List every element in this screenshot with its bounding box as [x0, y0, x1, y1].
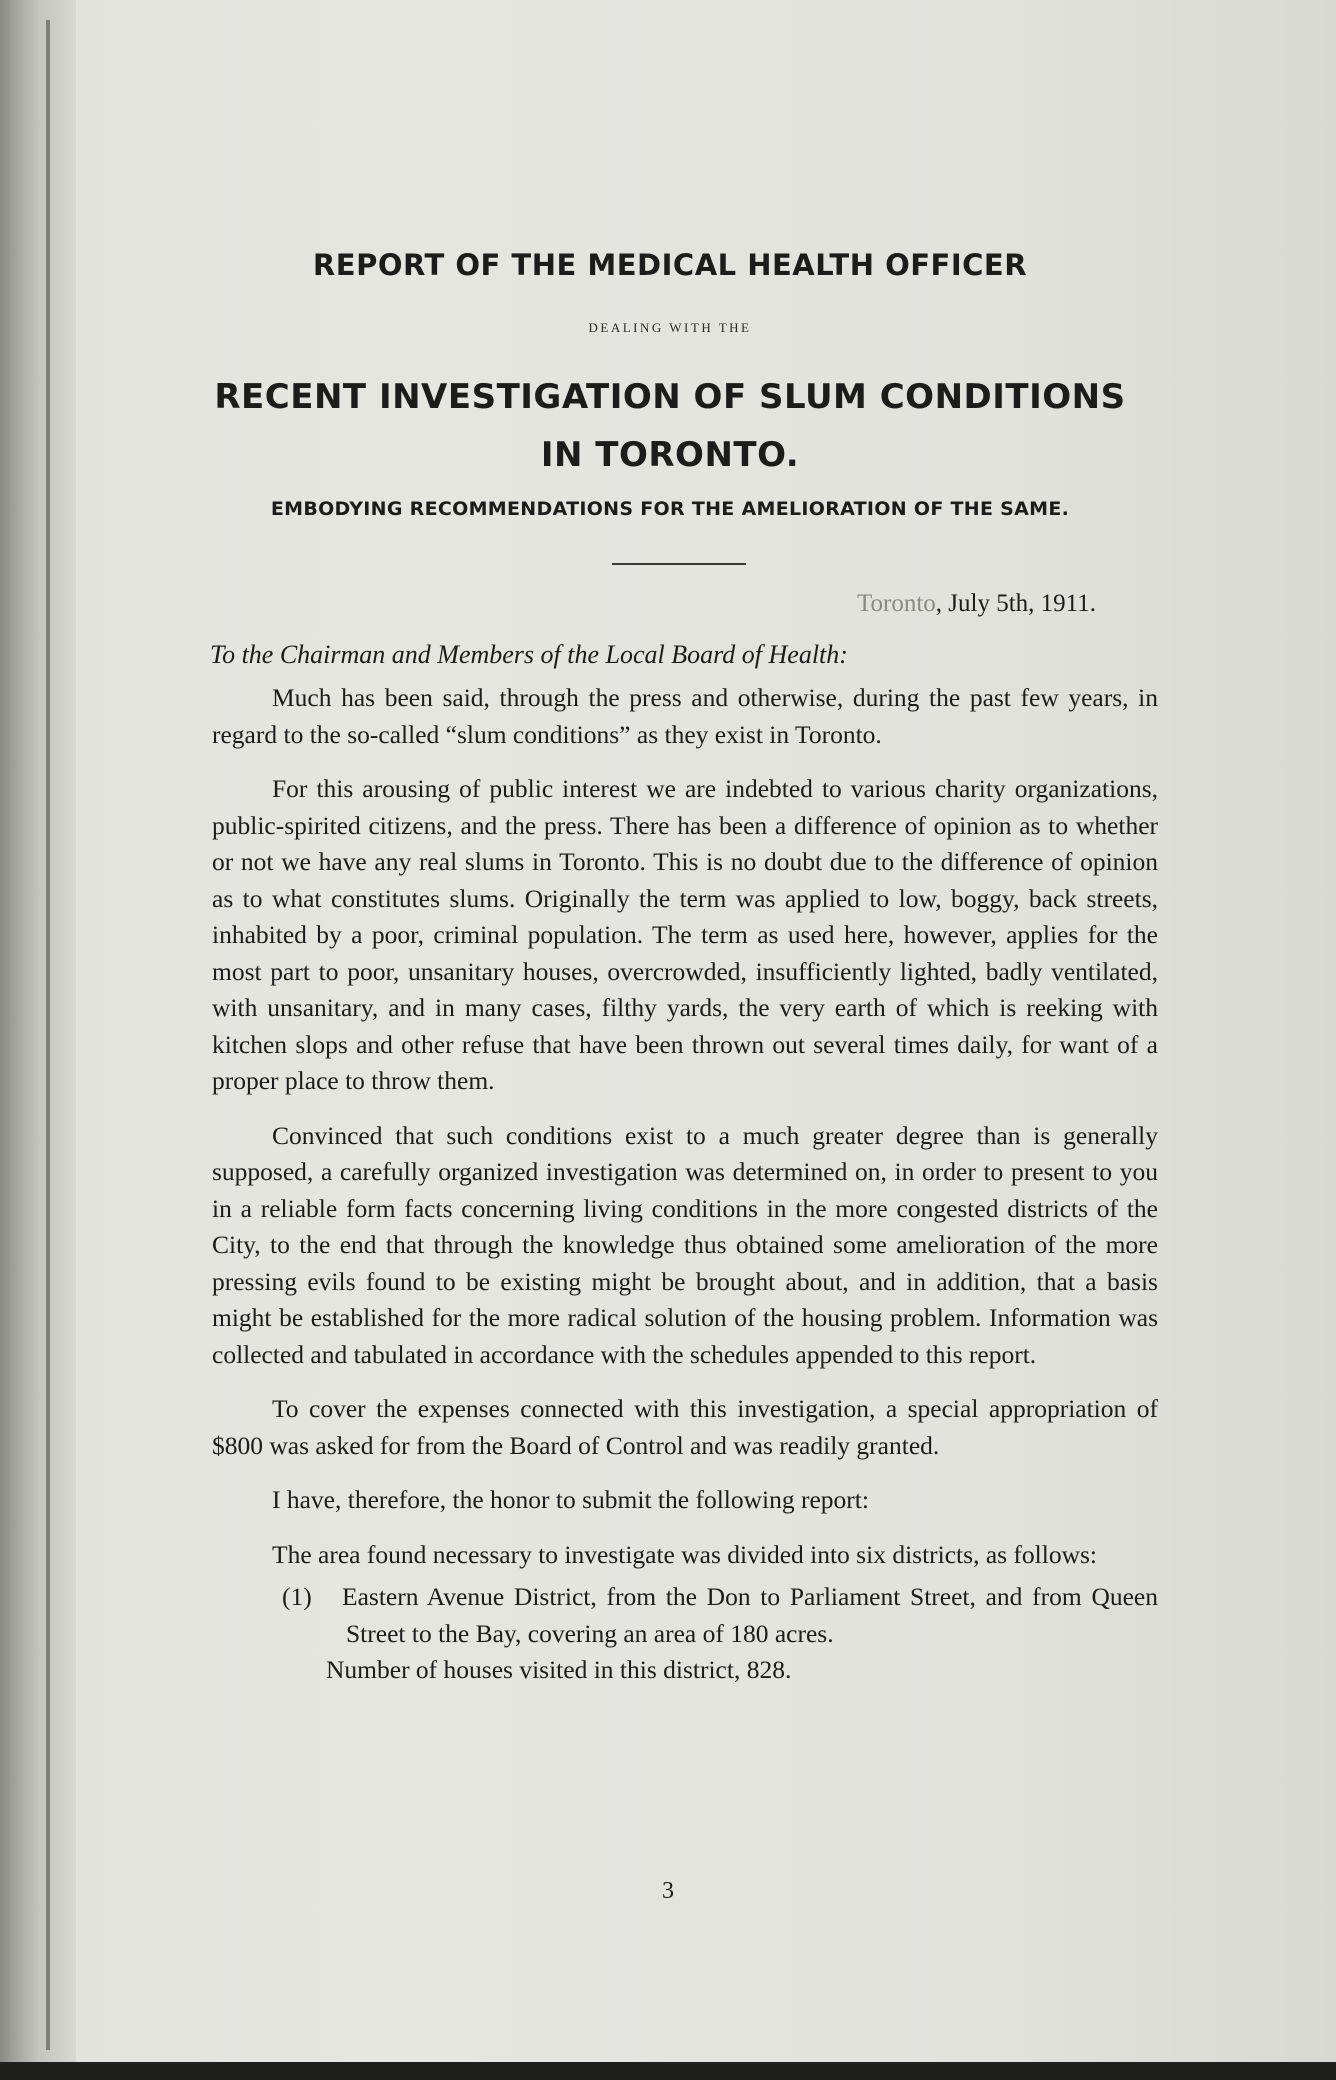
salutation: To the Chairman and Members of the Local Board of Health:	[210, 640, 848, 669]
report-title: REPORT OF THE MEDICAL HEALTH OFFICER	[312, 248, 1028, 282]
scan-bottom-edge	[0, 2062, 1336, 2080]
book-spine	[0, 0, 76, 2062]
list-item-continuation: Number of houses visited in this district, 828.	[326, 1655, 792, 1684]
main-title-line-1: RECENT INVESTIGATION OF SLUM CONDITIONS	[214, 377, 1126, 417]
paragraph: To cover the expenses connected with this investigation, a special appropriation of $800 was asked for from the Board of Control and was readily granted.	[212, 1394, 1158, 1460]
list-item-text: Eastern Avenue District, from the Don to Parliament Street, and from Queen Street to the Bay, covering an area of 180 acres.	[342, 1582, 1158, 1648]
paragraph: For this arousing of public interest we are indebted to various charity organizations, public-spirited citizens, and the press. There has been a difference of opinion as to whether or not we have any real slums in Toronto. This is no doubt due to the difference of opinion as to what constitutes slums. Originally the term was applied to low, boggy, back streets, inhabited by a poor, criminal population. The term as used here, however, applies for the most part to poor, unsanitary houses, overcrowded, insufficiently lighted, badly ventilated, with unsanitary, and in many cases, filthy yards, the very earth of which is reeking with kitchen slops and other refuse that have been thrown out several times daily, for want of a proper place to throw them.	[212, 774, 1158, 1095]
paragraph: I have, therefore, the honor to submit the following report:	[272, 1485, 869, 1514]
report-body	[212, 680, 1158, 1689]
page-number: 3	[662, 1878, 674, 1904]
main-title-line-2: IN TORONTO.	[540, 435, 800, 475]
dateline	[620, 590, 1096, 618]
report-main-title	[200, 368, 1140, 484]
dateline-date: , July 5th, 1911.	[935, 590, 1096, 617]
list-item-number: (1)	[282, 1582, 312, 1611]
dateline-place: Toronto	[857, 590, 936, 617]
title-connector: DEALING WITH THE	[588, 320, 752, 335]
paragraph: Much has been said, through the press and otherwise, during the past few years, in regard to the so-called “slum conditions” as they exist in Toronto.	[212, 683, 1158, 749]
spine-edge	[46, 20, 50, 2050]
paragraph: The area found necessary to investigate was divided into six districts, as follows:	[272, 1539, 1098, 1569]
list-item	[212, 1579, 1158, 1652]
report-subtitle: EMBODYING RECOMMENDATIONS FOR THE AMELIORATION OF THE SAME.	[270, 498, 1070, 520]
paragraph: Convinced that such conditions exist to a much greater degree than is generally supposed, a carefully organized investigation was determined on, in order to present to you in a reliable form facts concerning living conditions in the more congested districts of the City, to the end that through the knowledge thus obtained some amelioration of the more pressing evils found to be existing might be brought about, and in addition, that a basis might be established for the more radical solution of the housing problem. Information was collected and tabulated in accordance with the schedules appended to this report.	[212, 1120, 1158, 1369]
divider-rule	[612, 563, 746, 565]
